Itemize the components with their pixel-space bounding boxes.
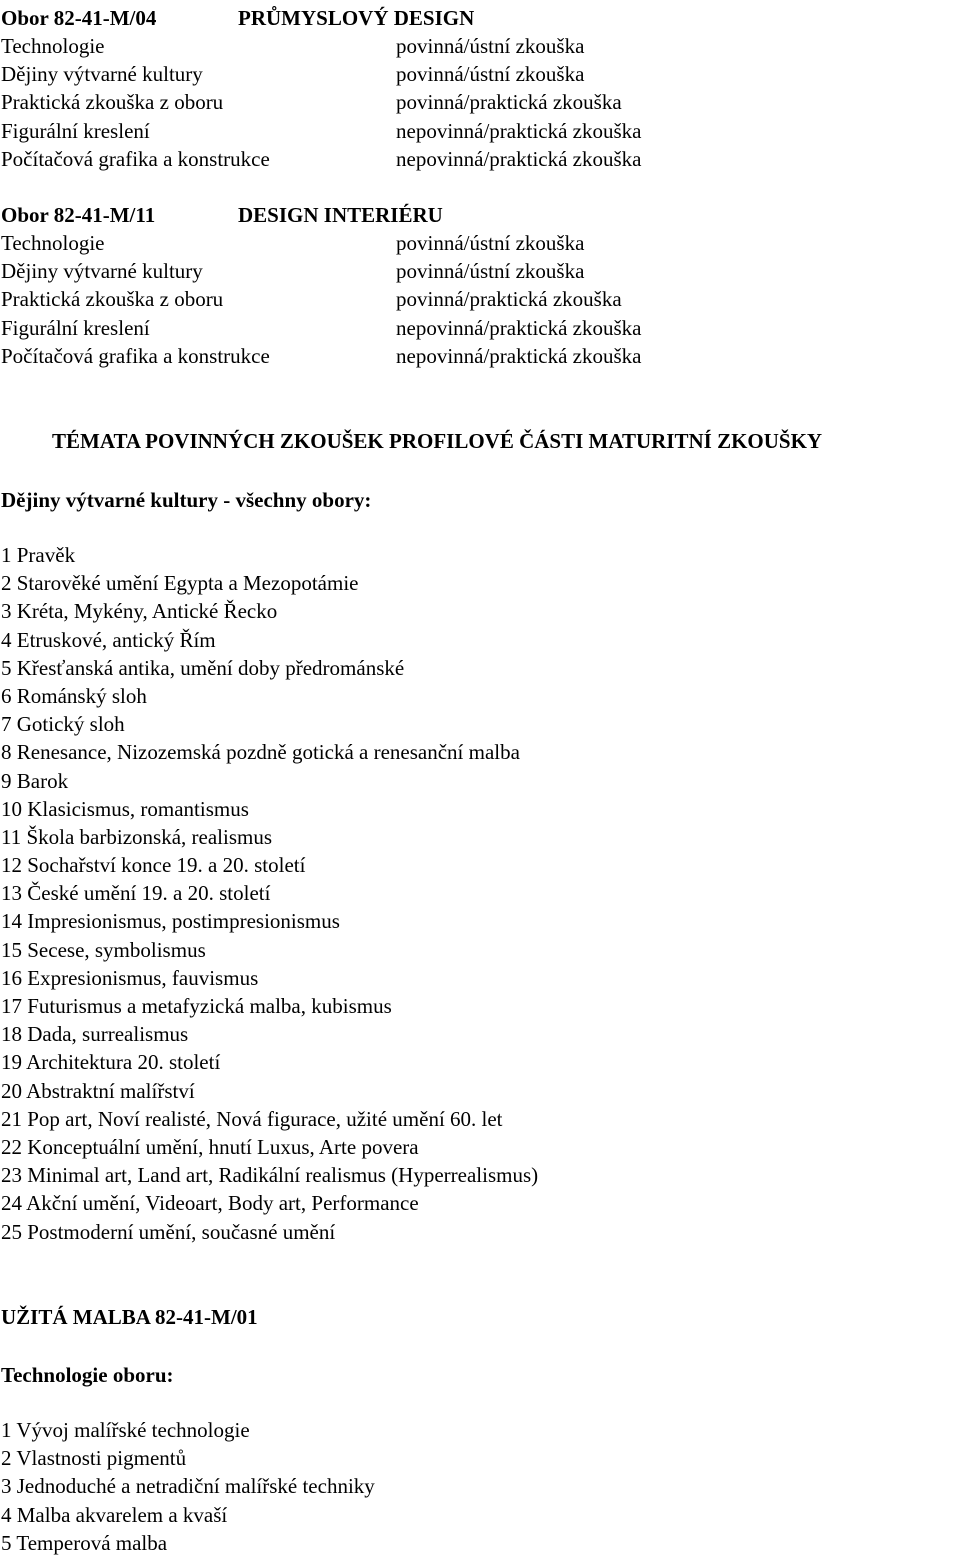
subject-name: Počítačová grafika a konstrukce bbox=[1, 343, 270, 368]
subject-name: Technologie bbox=[1, 34, 105, 58]
subject-exam-type: povinná/praktická zkouška bbox=[396, 287, 622, 312]
topic-item: 10 Klasicismus, romantismus bbox=[1, 796, 249, 821]
subsection-heading-technologie-oboru: Technologie oboru: bbox=[1, 1363, 174, 1387]
obor-title: DESIGN INTERIÉRU bbox=[238, 203, 443, 227]
subject-name: Figurální kreslení bbox=[1, 118, 150, 143]
obor-code: Obor 82-41-M/04 bbox=[1, 6, 157, 30]
subject-exam-type: povinná/ústní zkouška bbox=[396, 259, 585, 284]
obor-block-prumyslovy-design bbox=[1, 4, 901, 173]
subject-exam-type: nepovinná/praktická zkouška bbox=[396, 146, 642, 171]
section-heading-uzita-malba: UŽITÁ MALBA 82-41-M/01 bbox=[1, 1305, 258, 1329]
subject-name: Figurální kreslení bbox=[1, 315, 150, 340]
subject-row bbox=[1, 342, 901, 370]
topic-item: 2 Vlastnosti pigmentů bbox=[1, 1446, 187, 1471]
topic-item: 2 Starověké umění Egypta a Mezopotámie bbox=[1, 571, 359, 596]
topic-item: 22 Konceptuální umění, hnutí Luxus, Arte povera bbox=[1, 1134, 419, 1159]
main-heading: TÉMATA POVINNÝCH ZKOUŠEK PROFILOVÉ ČÁSTI MATURITNÍ ZKOUŠKY bbox=[52, 429, 823, 453]
subject-name: Praktická zkouška z oboru bbox=[1, 90, 224, 115]
topic-item: 7 Gotický sloh bbox=[1, 712, 125, 737]
subject-row bbox=[1, 314, 901, 342]
subject-name: Počítačová grafika a konstrukce bbox=[1, 146, 270, 171]
subject-exam-type: povinná/ústní zkouška bbox=[396, 62, 585, 87]
topic-item: 15 Secese, symbolismus bbox=[1, 937, 206, 962]
section-heading-dejiny: Dějiny výtvarné kultury - všechny obory: bbox=[1, 488, 372, 512]
subject-name: Praktická zkouška z oboru bbox=[1, 287, 224, 312]
subject-name: Dějiny výtvarné kultury bbox=[1, 62, 203, 87]
topic-item: 4 Etruskové, antický Řím bbox=[1, 627, 216, 652]
topic-item: 4 Malba akvarelem a kvaší bbox=[1, 1502, 228, 1527]
topic-item: 6 Románský sloh bbox=[1, 683, 147, 708]
subject-row bbox=[1, 285, 901, 313]
topic-item: 3 Jednoduché a netradiční malířské techniky bbox=[1, 1474, 375, 1499]
topic-item: 8 Renesance, Nizozemská pozdně gotická a renesanční malba bbox=[1, 740, 520, 765]
topic-item: 16 Expresionismus, fauvismus bbox=[1, 965, 259, 990]
subject-row bbox=[1, 60, 901, 88]
topic-item: 21 Pop art, Noví realisté, Nová figurace, užité umění 60. let bbox=[1, 1106, 503, 1131]
subject-name: Technologie bbox=[1, 231, 105, 255]
topic-item: 25 Postmoderní umění, současné umění bbox=[1, 1219, 336, 1244]
topic-item: 17 Futurismus a metafyzická malba, kubismus bbox=[1, 994, 392, 1018]
topic-item: 23 Minimal art, Land art, Radikální realismus (Hyperrealismus) bbox=[1, 1163, 539, 1188]
subject-row bbox=[1, 88, 901, 116]
subject-row bbox=[1, 229, 901, 257]
subject-row bbox=[1, 117, 901, 145]
topic-item: 19 Architektura 20. století bbox=[1, 1050, 221, 1075]
topic-item: 1 Vývoj malířské technologie bbox=[1, 1418, 250, 1442]
topic-item: 18 Dada, surrealismus bbox=[1, 1022, 189, 1047]
topic-item: 1 Pravěk bbox=[1, 543, 76, 567]
obor-header bbox=[1, 4, 901, 32]
topic-item: 11 Škola barbizonská, realismus bbox=[1, 824, 273, 849]
topic-item: 12 Sochařství konce 19. a 20. století bbox=[1, 853, 306, 878]
subject-exam-type: nepovinná/praktická zkouška bbox=[396, 315, 642, 340]
subject-row bbox=[1, 257, 901, 285]
topic-item: 3 Kréta, Mykény, Antické Řecko bbox=[1, 599, 278, 624]
topic-item: 14 Impresionismus, postimpresionismus bbox=[1, 909, 340, 934]
topic-item: 5 Temperová malba bbox=[1, 1530, 168, 1555]
topic-item: 13 České umění 19. a 20. století bbox=[1, 881, 271, 906]
subject-row bbox=[1, 32, 901, 60]
obor-block-design-interieru bbox=[1, 201, 901, 370]
obor-title: PRŮMYSLOVÝ DESIGN bbox=[238, 6, 475, 30]
topic-item: 5 Křesťanská antika, umění doby předrománské bbox=[1, 655, 405, 680]
subject-exam-type: povinná/ústní zkouška bbox=[396, 34, 585, 58]
subject-exam-type: nepovinná/praktická zkouška bbox=[396, 343, 642, 368]
subject-exam-type: povinná/praktická zkouška bbox=[396, 90, 622, 115]
subject-exam-type: nepovinná/praktická zkouška bbox=[396, 118, 642, 143]
topic-item: 24 Akční umění, Videoart, Body art, Performance bbox=[1, 1191, 419, 1216]
subject-name: Dějiny výtvarné kultury bbox=[1, 259, 203, 284]
topic-list-dejiny bbox=[1, 541, 538, 1246]
topic-item: 20 Abstraktní malířství bbox=[1, 1078, 195, 1103]
topic-list-technologie-oboru bbox=[1, 1416, 375, 1557]
subject-row bbox=[1, 145, 901, 173]
obor-code: Obor 82-41-M/11 bbox=[1, 203, 156, 227]
subject-exam-type: povinná/ústní zkouška bbox=[396, 231, 585, 255]
topic-item: 9 Barok bbox=[1, 768, 69, 793]
obor-header bbox=[1, 201, 901, 229]
